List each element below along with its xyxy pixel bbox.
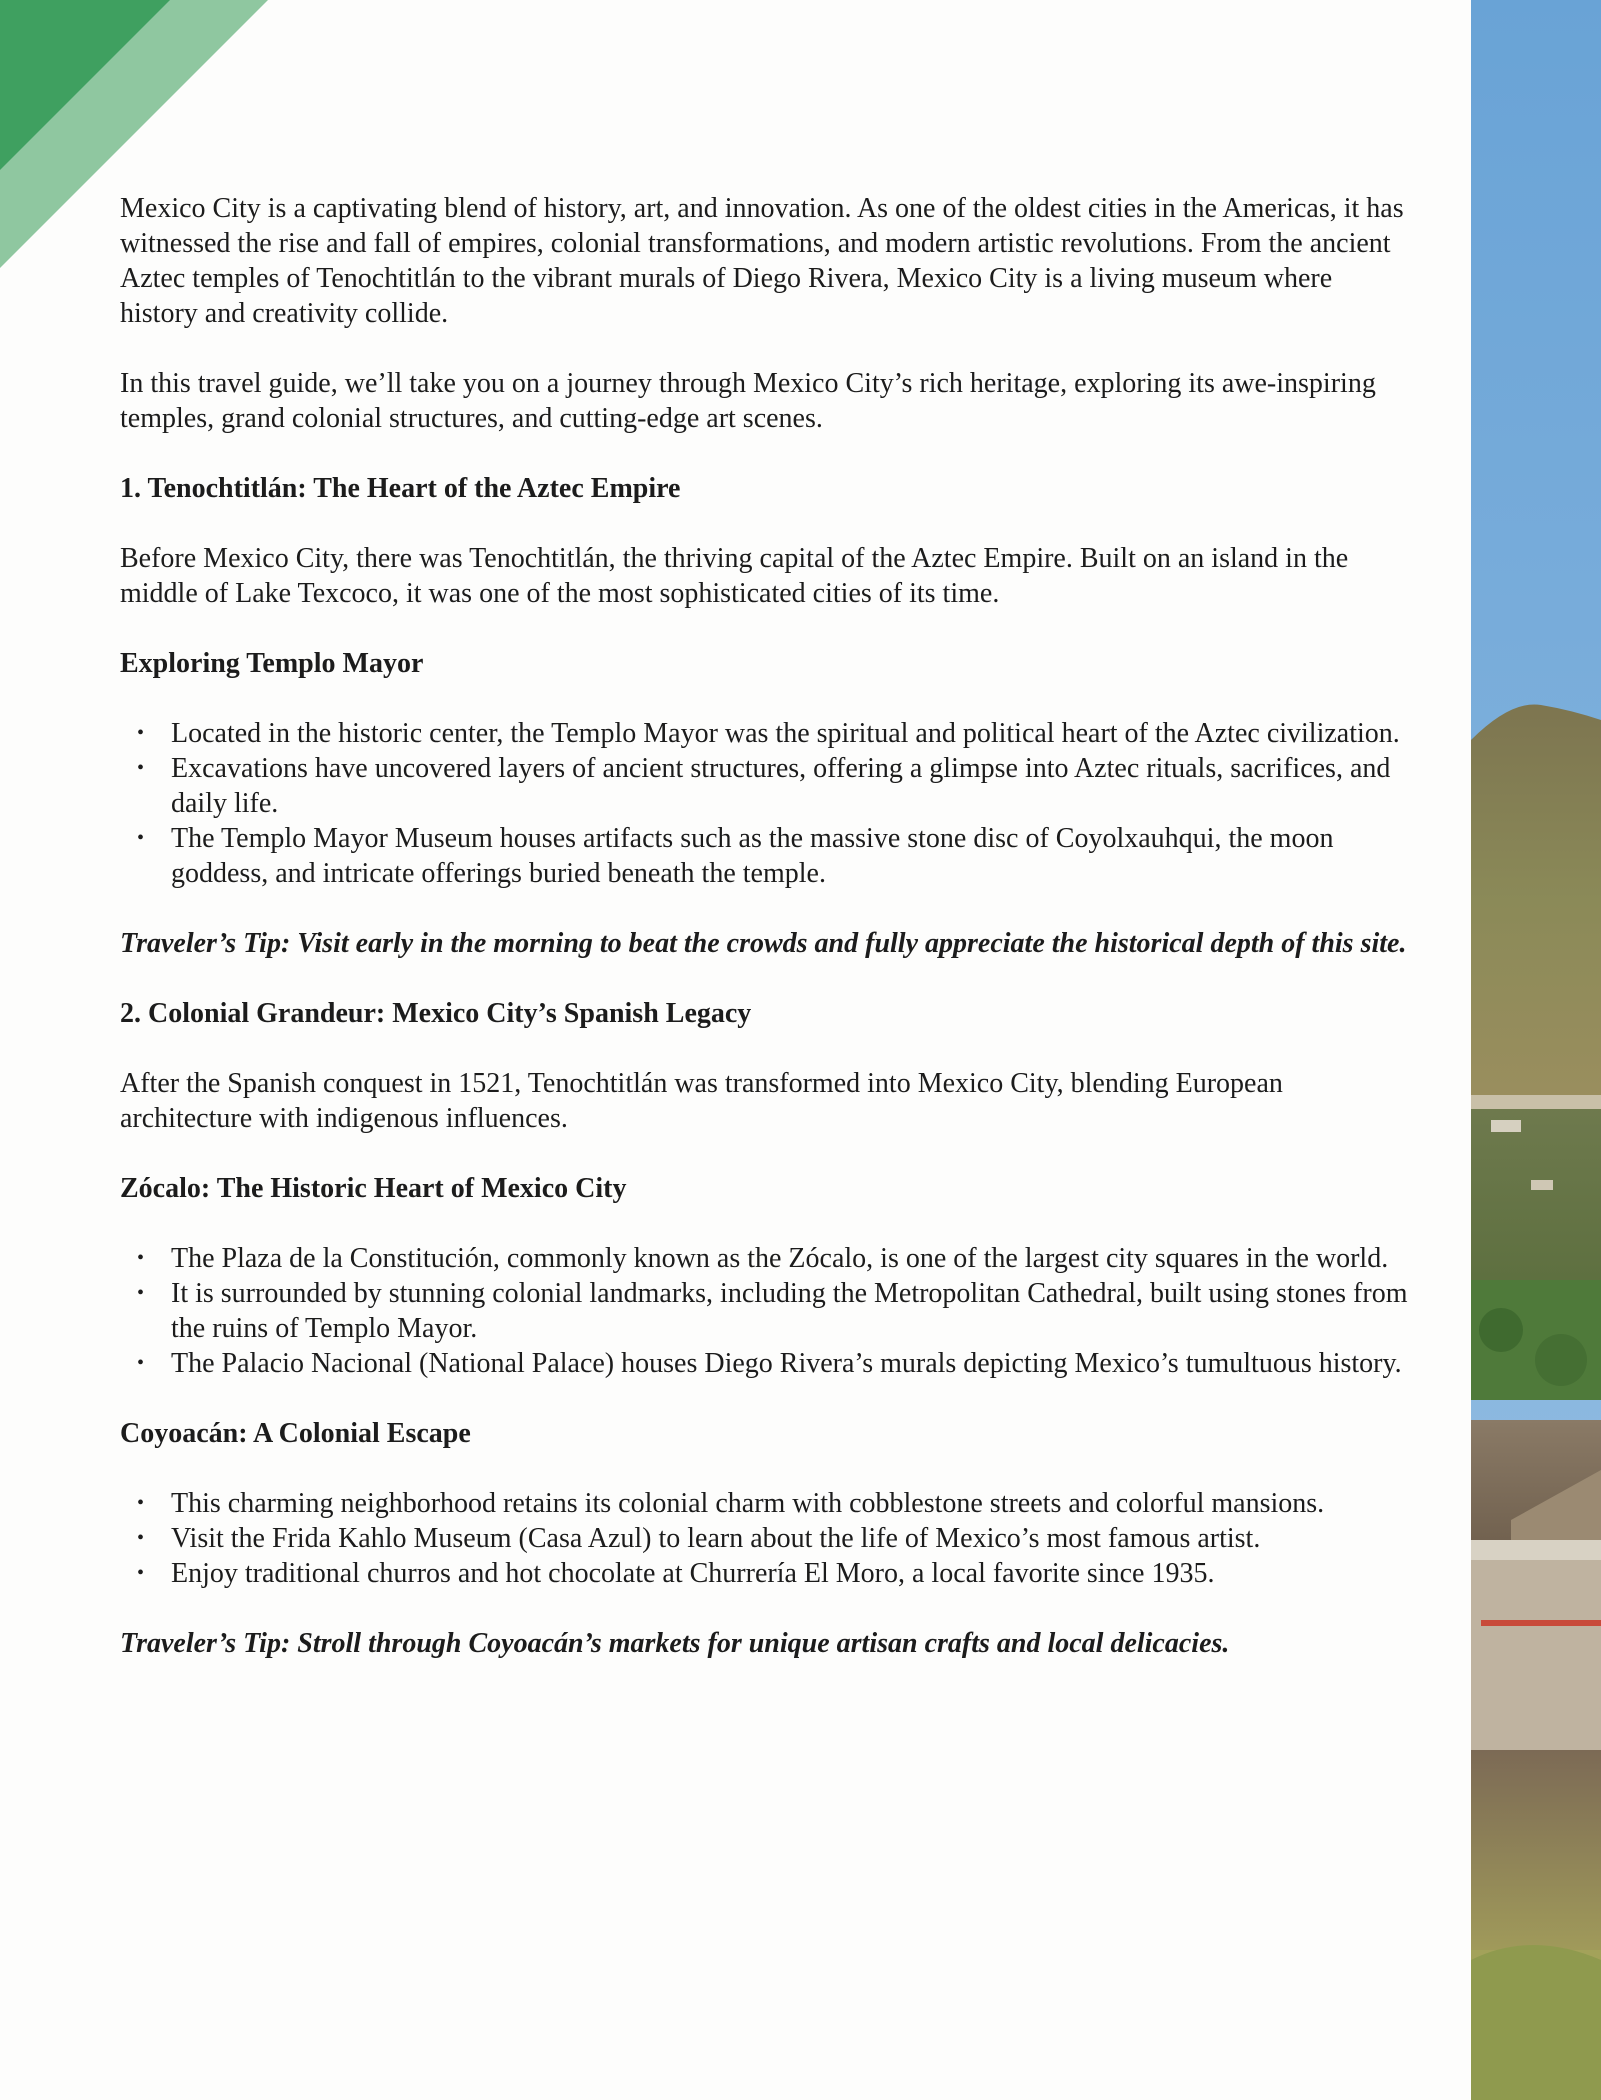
list-item (120, 716, 1410, 751)
bullet-icon: • (137, 1562, 145, 1584)
bullet-icon: • (137, 1247, 145, 1269)
teotihuacan-landscape-photo (1471, 0, 1601, 2100)
section-1-intro: Before Mexico City, there was Tenochtitlán, the thriving capital of the Aztec Empire. Built on an island in the middle of Lake Texcoco, it was one of the most sophisticated cities of its time. (120, 543, 1349, 609)
list-item-text: The Palacio Nacional (National Palace) houses Diego Rivera’s murals depicting Mexico’s tumultuous history. (171, 1348, 1402, 1379)
list-item-text: This charming neighborhood retains its colonial charm with cobblestone streets and colorful mansions. (171, 1488, 1325, 1519)
list-item-text: Excavations have uncovered layers of ancient structures, offering a glimpse into Aztec rituals, sacrifices, and daily life. (171, 753, 1391, 819)
list-item-text: Visit the Frida Kahlo Museum (Casa Azul) to learn about the life of Mexico’s most famous artist. (171, 1523, 1261, 1554)
coyoacan-heading: Coyoacán: A Colonial Escape (120, 1418, 471, 1449)
intro-paragraph-2: In this travel guide, we’ll take you on a journey through Mexico City’s rich heritage, exploring its awe-inspiring temples, grand colonial structures, and cutting-edge art scenes. (120, 368, 1376, 434)
list-item-text: It is surrounded by stunning colonial landmarks, including the Metropolitan Cathedral, built using stones from the ruins of Templo Mayor. (171, 1278, 1408, 1344)
list-item-text: The Plaza de la Constitución, commonly known as the Zócalo, is one of the largest city squares in the world. (171, 1243, 1389, 1274)
list-item (120, 1241, 1410, 1276)
bullet-icon: • (137, 827, 145, 849)
intro-paragraph-1: Mexico City is a captivating blend of history, art, and innovation. As one of the oldest cities in the Americas, it has witnessed the rise and fall of empires, colonial transformations, and modern artistic revolutions. From the ancient Aztec temples of Tenochtitlán to the vibrant murals of Diego Rivera, Mexico City is a living museum where history and creativity collide. (120, 193, 1404, 329)
zocalo-list (120, 1241, 1410, 1381)
list-item (120, 821, 1410, 891)
bullet-icon: • (137, 1492, 145, 1514)
bullet-icon: • (137, 757, 145, 779)
travelers-tip-1: Traveler’s Tip: Visit early in the morning to beat the crowds and fully appreciate the historical depth of this site. (120, 928, 1407, 959)
coyoacan-list (120, 1486, 1410, 1591)
zocalo-heading: Zócalo: The Historic Heart of Mexico City (120, 1173, 627, 1204)
travelers-tip-2: Traveler’s Tip: Stroll through Coyoacán’s markets for unique artisan crafts and local delicacies. (120, 1628, 1230, 1659)
templo-mayor-heading: Exploring Templo Mayor (120, 648, 424, 679)
list-item-text: The Templo Mayor Museum houses artifacts such as the massive stone disc of Coyolxauhqui, the moon goddess, and intricate offerings buried beneath the temple. (171, 823, 1334, 889)
bullet-icon: • (137, 722, 145, 744)
bullet-icon: • (137, 1527, 145, 1549)
list-item-text: Enjoy traditional churros and hot chocolate at Churrería El Moro, a local favorite since 1935. (171, 1558, 1215, 1589)
list-item-text: Located in the historic center, the Templo Mayor was the spiritual and political heart of the Aztec civilization. (171, 718, 1400, 749)
bullet-icon: • (137, 1282, 145, 1304)
templo-mayor-list (120, 716, 1410, 891)
section-2-intro: After the Spanish conquest in 1521, Tenochtitlán was transformed into Mexico City, blending European architecture with indigenous influences. (120, 1068, 1283, 1134)
section-2-heading: 2. Colonial Grandeur: Mexico City’s Spanish Legacy (120, 998, 752, 1029)
list-item (120, 1276, 1410, 1346)
list-item (120, 751, 1410, 821)
article-body (120, 191, 1410, 1696)
list-item (120, 1346, 1410, 1381)
list-item (120, 1521, 1410, 1556)
list-item (120, 1556, 1410, 1591)
bullet-icon: • (137, 1352, 145, 1374)
section-1-heading: 1. Tenochtitlán: The Heart of the Aztec Empire (120, 473, 681, 504)
list-item (120, 1486, 1410, 1521)
